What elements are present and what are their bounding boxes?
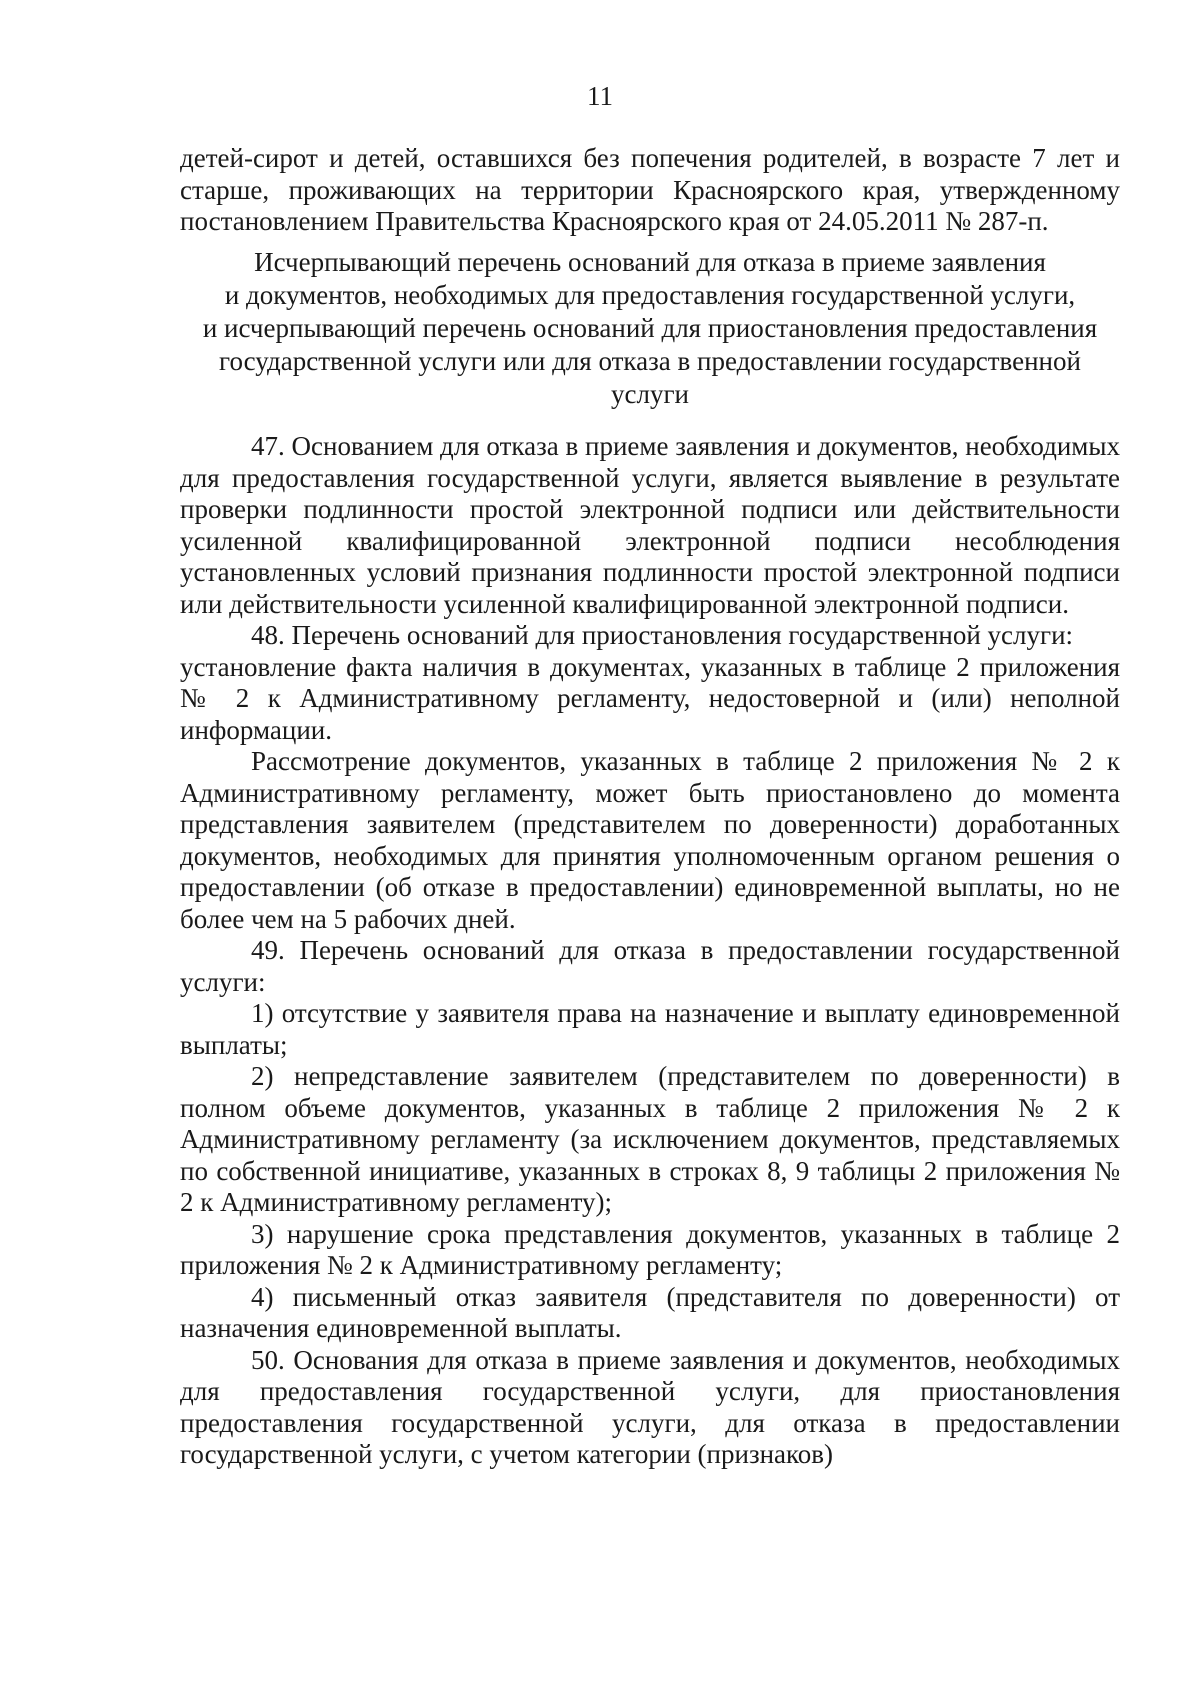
paragraph-review: Рассмотрение документов, указанных в таблице 2 приложения № 2 к Административному регламенту, может быть приостановлено до момента представления заявителем (представителем по доверенности) доработанных документов, необходимых для принятия уполномоченным органом решения о предоставлении (об отказе в предоставлении) единовременной выплаты, но не более чем на 5 рабочих дней. xyxy=(180,746,1120,934)
heading-line: Исчерпывающий перечень оснований для отказа в приеме заявления xyxy=(254,247,1046,277)
paragraph-49: 49. Перечень оснований для отказа в предоставлении государственной услуги: xyxy=(180,935,1120,997)
list-item-1: 1) отсутствие у заявителя права на назначение и выплату единовременной выплаты; xyxy=(180,998,1120,1060)
paragraph-48-ground: установление факта наличия в документах, указанных в таблице 2 приложения № 2 к Административному регламенту, недостоверной и (или) неполной информации. xyxy=(180,651,1120,745)
list-item-4: 4) письменный отказ заявителя (представителя по доверенности) от назначения единовременной выплаты. xyxy=(180,1281,1120,1343)
list-item-3: 3) нарушение срока представления документов, указанных в таблице 2 приложения № 2 к Административному регламенту; xyxy=(180,1218,1120,1280)
heading-line: и документов, необходимых для предоставления государственной услуги, xyxy=(224,280,1076,310)
paragraph-50: 50. Основания для отказа в приеме заявления и документов, необходимых для предоставления государственной услуги, для приостановления предоставления государственной услуги, для отказа в предоставлении государственной услуги, с учетом категории (признаков) xyxy=(180,1344,1120,1469)
page-number: 11 xyxy=(587,81,613,111)
intro-paragraph: детей-сирот и детей, оставшихся без попечения родителей, в возрасте 7 лет и старше, проживающих на территории Красноярского края, утвержденному постановлением Правительства Красноярского края от 24.05.2011 № 287-п. xyxy=(180,143,1120,236)
list-item-2: 2) непредставление заявителем (представителем по доверенности) в полном объеме документов, указанных в таблице 2 приложения № 2 к Административному регламенту (за исключением документов, представляемых по собственной инициативе, указанных в строках 8, 9 таблицы 2 приложения № 2 к Административному регламенту); xyxy=(180,1061,1120,1217)
paragraph-48: 48. Перечень оснований для приостановления государственной услуги: xyxy=(251,620,1074,650)
intro-block xyxy=(180,143,1120,238)
section-heading xyxy=(180,246,1120,411)
heading-line: государственной услуги или для отказа в предоставлении государственной xyxy=(219,346,1081,376)
heading-line: услуги xyxy=(611,379,689,409)
body-text xyxy=(180,431,1120,1471)
paragraph-47: 47. Основанием для отказа в приеме заявления и документов, необходимых для предоставления государственной услуги, является выявление в результате проверки подлинности простой электронной подписи или действительности усиленной квалифицированной электронной подписи несоблюдения установленных условий признания подлинности простой электронной подписи или действительности усиленной квалифицированной электронной подписи. xyxy=(180,431,1120,619)
heading-line: и исчерпывающий перечень оснований для приостановления предоставления xyxy=(202,313,1098,343)
